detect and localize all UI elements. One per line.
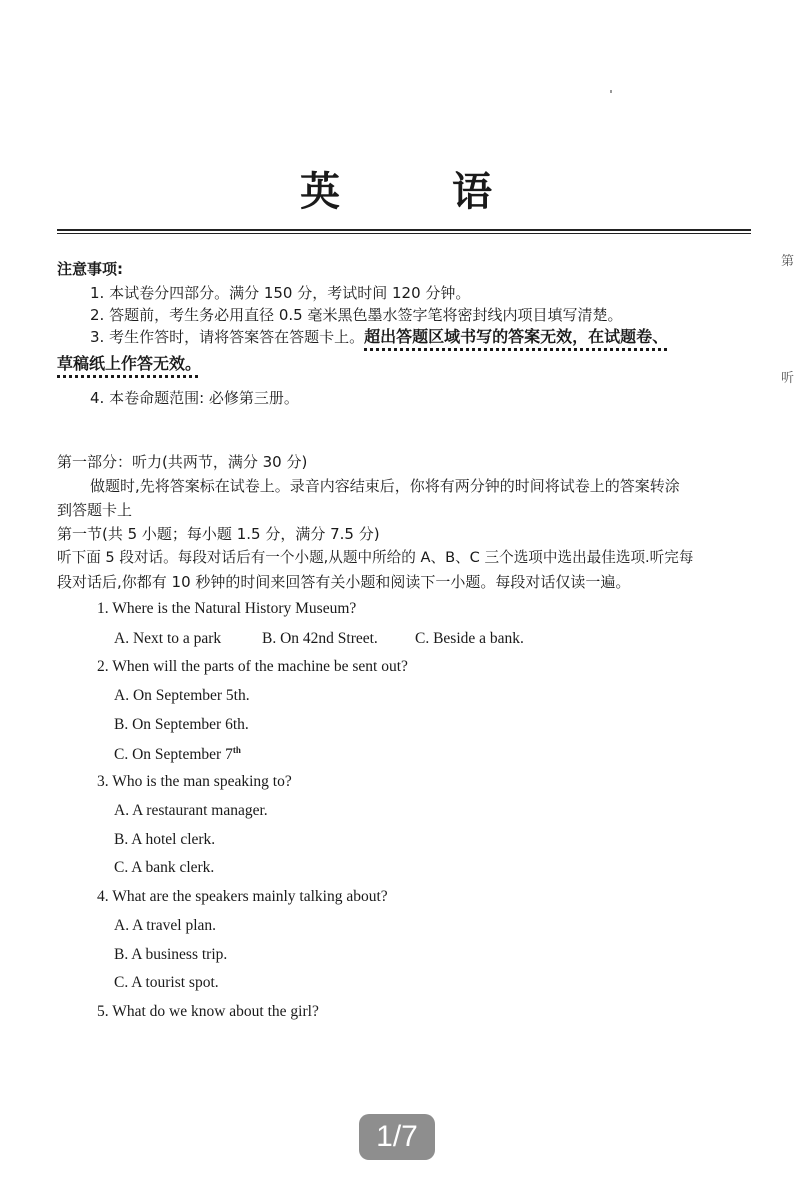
edge-fragment-2: 听 [781, 371, 794, 386]
q2-option-a: A. On September 5th. [114, 687, 250, 704]
q1-option-b: B. On 42nd Street. [262, 630, 378, 647]
q3-option-c: C. A bank clerk. [114, 859, 215, 876]
section1-heading: 第一节(共 5 小题；每小题 1.5 分，满分 7.5 分) [57, 525, 380, 543]
title-char-2: 语 [452, 168, 494, 215]
question-1: 1. Where is the Natural History Museum? [97, 600, 357, 617]
notice-item-2: 2. 答题前，考生务必用直径 0.5 毫米黑色墨水签字笔将密封线内项目填写清楚。 [90, 306, 623, 324]
section1-instruction-1: 听下面 5 段对话。每段对话后有一个小题,从题中所给的 A、B、C 三个选项中选出最佳选项.听完每 [57, 549, 694, 566]
question-4: 4. What are the speakers mainly talking about? [97, 888, 388, 905]
question-3: 3. Who is the man speaking to? [97, 773, 292, 790]
section1-instruction-2: 段对话后,你都有 10 秒钟的时间来回答有关小题和阅读下一小题。每段对话仅读一遍。 [57, 573, 631, 591]
q2-option-c [114, 745, 241, 764]
question-5: 5. What do we know about the girl? [97, 1003, 319, 1020]
part1-heading: 第一部分：听力(共两节，满分 30 分) [57, 453, 308, 471]
q1-option-c: C. Beside a bank. [415, 630, 524, 647]
notice-item-3-emphasis-cont: 草稿纸上作答无效。 [57, 354, 202, 373]
q4-option-a: A. A travel plan. [114, 917, 217, 934]
notice-item-4: 4. 本卷命题范围: 必修第三册。 [90, 389, 299, 407]
title-rule-thin [57, 233, 751, 234]
notice-item-3-text: 3. 考生作答时，请将答案答在答题卡上。 [90, 328, 365, 346]
question-2: 2. When will the parts of the machine be sent out? [97, 658, 408, 675]
part1-instruction-1: 做题时,先将答案标在试卷上。录音内容结束后，你将有两分钟的时间将试卷上的答案转涂 [90, 477, 680, 495]
notice-item-3-emphasis: 超出答题区域书写的答案无效，在试题卷、 [364, 327, 669, 346]
page-title [0, 160, 794, 217]
q2-option-c-sup: th [232, 745, 241, 755]
q4-option-c: C. A tourist spot. [114, 974, 219, 991]
q3-option-b: B. A hotel clerk. [114, 831, 216, 848]
q4-option-b: B. A business trip. [114, 946, 228, 963]
scan-speck [610, 90, 612, 93]
q1-option-a: A. Next to a park [114, 630, 222, 647]
part1-instruction-2: 到答题卡上 [57, 501, 133, 519]
q3-option-a: A. A restaurant manager. [114, 802, 268, 819]
notice-heading: 注意事项: [57, 260, 123, 278]
notice-item-3-cont [57, 354, 201, 374]
q2-option-b: B. On September 6th. [114, 716, 249, 733]
notice-item-1: 1. 本试卷分四部分。满分 150 分，考试时间 120 分钟。 [90, 284, 471, 302]
notice-item-3 [90, 327, 668, 347]
edge-fragment-1: 第 [781, 254, 794, 269]
title-rule-thick [57, 229, 751, 231]
page-indicator: 1/7 [359, 1114, 435, 1160]
title-char-1: 英 [300, 168, 342, 215]
q2-option-c-text: C. On September 7 [114, 746, 233, 764]
